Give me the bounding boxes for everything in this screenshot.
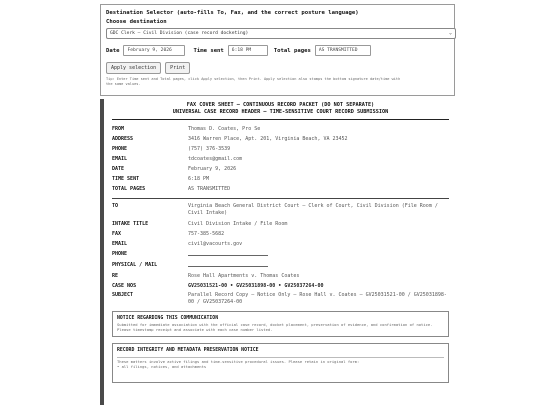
destination-selector-panel (100, 4, 455, 96)
field-row-re: RE Rose Hall Apartments v. Thomas Coates (112, 272, 300, 279)
phone-blank-line (188, 249, 268, 256)
notice-text: Submitted for immediate association with the official case record, docket placement, preservation of evidence, and confirmation of notice. Please timestamp receipt and associate with each case number listed. (117, 322, 433, 332)
integrity-divider (117, 357, 444, 358)
time-sent-input[interactable]: 6:18 PM (228, 45, 268, 56)
field-row-fax: FAX 757-385-5682 (112, 230, 225, 237)
mail-blank-line (188, 260, 268, 267)
header-divider (112, 119, 449, 120)
apply-selection-button[interactable]: Apply selection (106, 62, 161, 74)
field-row-phone: PHONE (757) 376-3539 (112, 146, 231, 152)
selector-buttons (106, 62, 449, 74)
total-pages-label: Total pages (273, 47, 311, 54)
integrity-text: These matters involve active filings and time-sensitive procedural issues. Please retain in original form: (117, 358, 360, 364)
tip-text: Tip: Enter Time sent and Total pages, click Apply selection, then Print. Apply selection also stamps the bottom signature date/time with the same values. (106, 77, 401, 86)
field-row-time-sent: TIME SENT 6:18 PM (112, 176, 210, 182)
integrity-title: RECORD INTEGRITY AND METADATA PRESERVATION NOTICE (117, 347, 259, 353)
choose-destination-label: Choose destination (106, 19, 167, 25)
field-row-case-nos: CASE NOS GV25031521-00 • GV25031898-00 • GV25037264-00 (112, 282, 324, 289)
field-row-to: TO Virginia Beach General District Court — Clerk of Court, Civil Division (File Room / Civil Intake) (112, 203, 438, 216)
field-row-total-pages: TOTAL PAGES AS TRANSMITTED (112, 186, 231, 192)
field-row-physical-mail: PHYSICAL / MAIL (112, 260, 449, 271)
date-time-pages-row (106, 45, 449, 56)
to-block (112, 203, 449, 306)
total-pages-input[interactable]: AS TRANSMITTED (315, 45, 371, 56)
section-divider (112, 198, 449, 199)
selector-title: Destination Selector (auto-fills To, Fax, and the correct posture language) (106, 10, 359, 16)
notice-box (112, 311, 449, 337)
chevron-down-icon: ⌄ (448, 30, 452, 36)
integrity-box (112, 343, 449, 383)
date-label: Date (106, 47, 120, 54)
field-row-to-email: EMAIL civil@vacourts.gov (112, 240, 243, 247)
integrity-bullet: • all filings, notices, and attachments (117, 364, 207, 370)
field-row-address: ADDRESS 3416 Warren Place, Apt. 201, Virginia Beach, VA 23452 (112, 136, 348, 142)
field-row-to-phone: PHONE (112, 249, 449, 260)
fax-cover-sheet (100, 99, 455, 405)
date-input[interactable]: February 9, 2026 (123, 45, 185, 56)
field-row-from: FROM Thomas D. Coates, Pro Se (112, 126, 261, 132)
sheet-header-line2: UNIVERSAL CASE RECORD HEADER — TIME-SENSITIVE COURT RECORD SUBMISSION (172, 109, 389, 115)
destination-dropdown-value: GDC Clerk — Civil Division (case record docketing) (110, 31, 249, 36)
notice-title: NOTICE REGARDING THIS COMMUNICATION (117, 316, 219, 321)
print-button[interactable]: Print (165, 62, 190, 74)
field-row-date: DATE February 9, 2026 (112, 166, 237, 172)
field-row-email: EMAIL tdcoates@gmail.com (112, 156, 243, 162)
field-row-subject: SUBJECT Parallel Record Copy — Notice Only — Rose Hall v. Coates — GV25031521-00 / GV25031898-00 / GV25037264-00 (112, 292, 447, 305)
destination-dropdown[interactable] (106, 28, 456, 39)
from-block (112, 124, 449, 194)
field-row-intake-title: INTAKE TITLE Civil Division Intake / File Room (112, 220, 288, 227)
time-sent-label: Time sent (193, 47, 224, 54)
sheet-header-line1: FAX COVER SHEET — CONTINUOUS RECORD PACKET (DO NOT SEPARATE) (186, 102, 375, 108)
